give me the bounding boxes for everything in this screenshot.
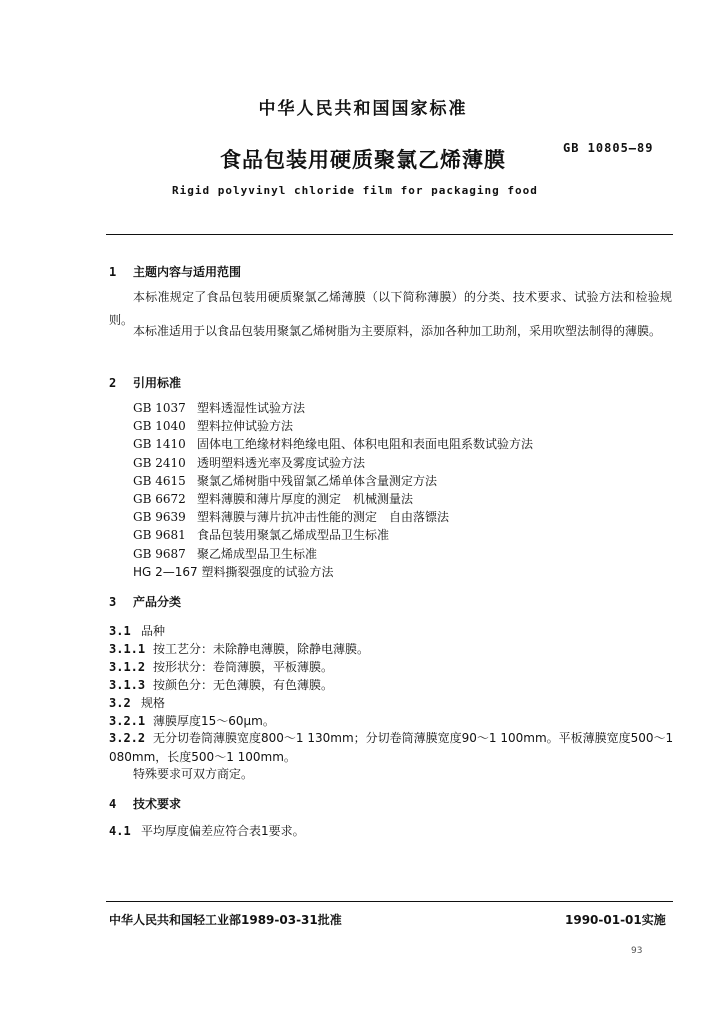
clause-3-1-2 (109, 658, 333, 675)
section-number: 3 (109, 595, 117, 609)
reference-title: 食品包装用聚氯乙烯成型品卫生标准 (197, 528, 390, 543)
section-title: 引用标准 (133, 376, 182, 390)
reference-hg: HG 2—167 塑料撕裂强度的试验方法 (133, 565, 334, 579)
reference-title: 塑料拉伸试验方法 (197, 419, 294, 434)
section-1-heading (109, 263, 241, 280)
clause-text: 按颜色分：无色薄膜，有色薄膜。 (153, 678, 334, 692)
reference-item (133, 545, 317, 562)
reference-title: 塑料透湿性试验方法 (197, 401, 306, 415)
footer-divider (106, 901, 673, 902)
clause-text: 无分切卷筒薄膜宽度800～1 130mm；分切卷筒薄膜宽度90～1 100mm。平板薄膜宽度500～1 080mm，长度500～1 100mm。 (109, 731, 674, 764)
approval-statement: 中华人民共和国轻工业部1989-03-31批准 (109, 913, 342, 927)
reference-item (133, 399, 305, 416)
clause-3-2 (109, 694, 165, 711)
section-3-heading (109, 593, 181, 610)
english-title: Rigid polyvinyl chloride film for packaging food (172, 184, 538, 197)
clause-number: 3.2 (109, 696, 131, 710)
reference-title: 透明塑料透光率及雾度试验方法 (197, 455, 366, 470)
clause-text: 平均厚度偏差应符合表1要求。 (141, 824, 305, 838)
implementation-date: 1990-01-01实施 (565, 913, 666, 927)
special-requirement-note: 特殊要求可双方商定。 (133, 767, 254, 781)
clause-4-1 (109, 822, 305, 839)
reference-code: GB 2410 (133, 455, 186, 470)
clause-text: 按工艺分：未除静电薄膜，除静电薄膜。 (153, 642, 370, 656)
reference-code: GB 1410 (133, 437, 186, 452)
reference-code: GB 4615 (133, 473, 186, 488)
reference-item (133, 435, 533, 452)
section-2-heading (109, 374, 181, 391)
reference-code: GB 1040 (133, 419, 186, 434)
section-1-paragraph-1: 本标准规定了食品包装用硬质聚氯乙烯薄膜（以下简称薄膜）的分类、技术要求、试验方法和检验规则。 (109, 290, 672, 327)
clause-text: 规格 (141, 696, 166, 710)
section-4-heading (109, 795, 181, 812)
standard-number: GB 10805—89 (563, 141, 654, 155)
reference-item (133, 526, 389, 543)
reference-title: 聚乙烯成型品卫生标准 (197, 546, 318, 561)
clause-number: 3.2.1 (109, 714, 146, 728)
reference-title: 塑料薄膜和薄片厚度的测定 机械测量法 (197, 492, 414, 506)
section-title: 产品分类 (133, 595, 182, 609)
section-title: 技术要求 (133, 797, 182, 811)
reference-item (133, 472, 437, 489)
reference-code: GB 1037 (133, 401, 186, 415)
clause-3-2-2 (109, 729, 674, 767)
reference-item (133, 490, 413, 507)
clause-number: 3.1.2 (109, 660, 146, 674)
clause-3-1-3 (109, 676, 333, 693)
reference-code: GB 9639 (133, 510, 186, 525)
clause-number: 3.2.2 (109, 731, 146, 745)
section-title: 主题内容与适用范围 (133, 265, 242, 279)
clause-number: 3.1.3 (109, 678, 146, 692)
reference-code: GB 9687 (133, 546, 186, 561)
clause-text: 品种 (141, 624, 166, 638)
clause-number: 3.1.1 (109, 642, 146, 656)
reference-title: 聚氯乙烯树脂中残留氯乙烯单体含量测定方法 (197, 473, 438, 488)
section-number: 1 (109, 265, 117, 279)
document-title: 食品包装用硬质聚氯乙烯薄膜 (220, 148, 506, 172)
clause-3-2-1 (109, 712, 275, 729)
clause-number: 4.1 (109, 824, 131, 838)
clause-text: 按形状分：卷筒薄膜，平板薄膜。 (153, 660, 334, 674)
section-1-paragraph-2: 本标准适用于以食品包装用聚氯乙烯树脂为主要原料，添加各种加工助剂，采用吹塑法制得的薄膜。 (133, 324, 662, 338)
reference-title: 塑料薄膜与薄片抗冲击性能的测定 自由落镖法 (197, 510, 450, 525)
page-number: 93 (631, 946, 643, 956)
issuing-organization: 中华人民共和国国家标准 (258, 99, 468, 119)
section-number: 4 (109, 797, 117, 811)
reference-item (133, 417, 293, 434)
clause-text: 薄膜厚度15～60μm。 (153, 714, 275, 728)
section-number: 2 (109, 376, 117, 390)
reference-item (133, 508, 449, 525)
reference-item (133, 454, 365, 471)
clause-3-1-1 (109, 640, 369, 657)
reference-code: GB 9681 (133, 528, 186, 543)
clause-3-1 (109, 622, 165, 639)
header-divider (106, 234, 673, 235)
reference-code: GB 6672 (133, 492, 186, 506)
reference-title: 固体电工绝缘材料绝缘电阻、体积电阻和表面电阻系数试验方法 (197, 437, 534, 452)
clause-number: 3.1 (109, 624, 131, 638)
